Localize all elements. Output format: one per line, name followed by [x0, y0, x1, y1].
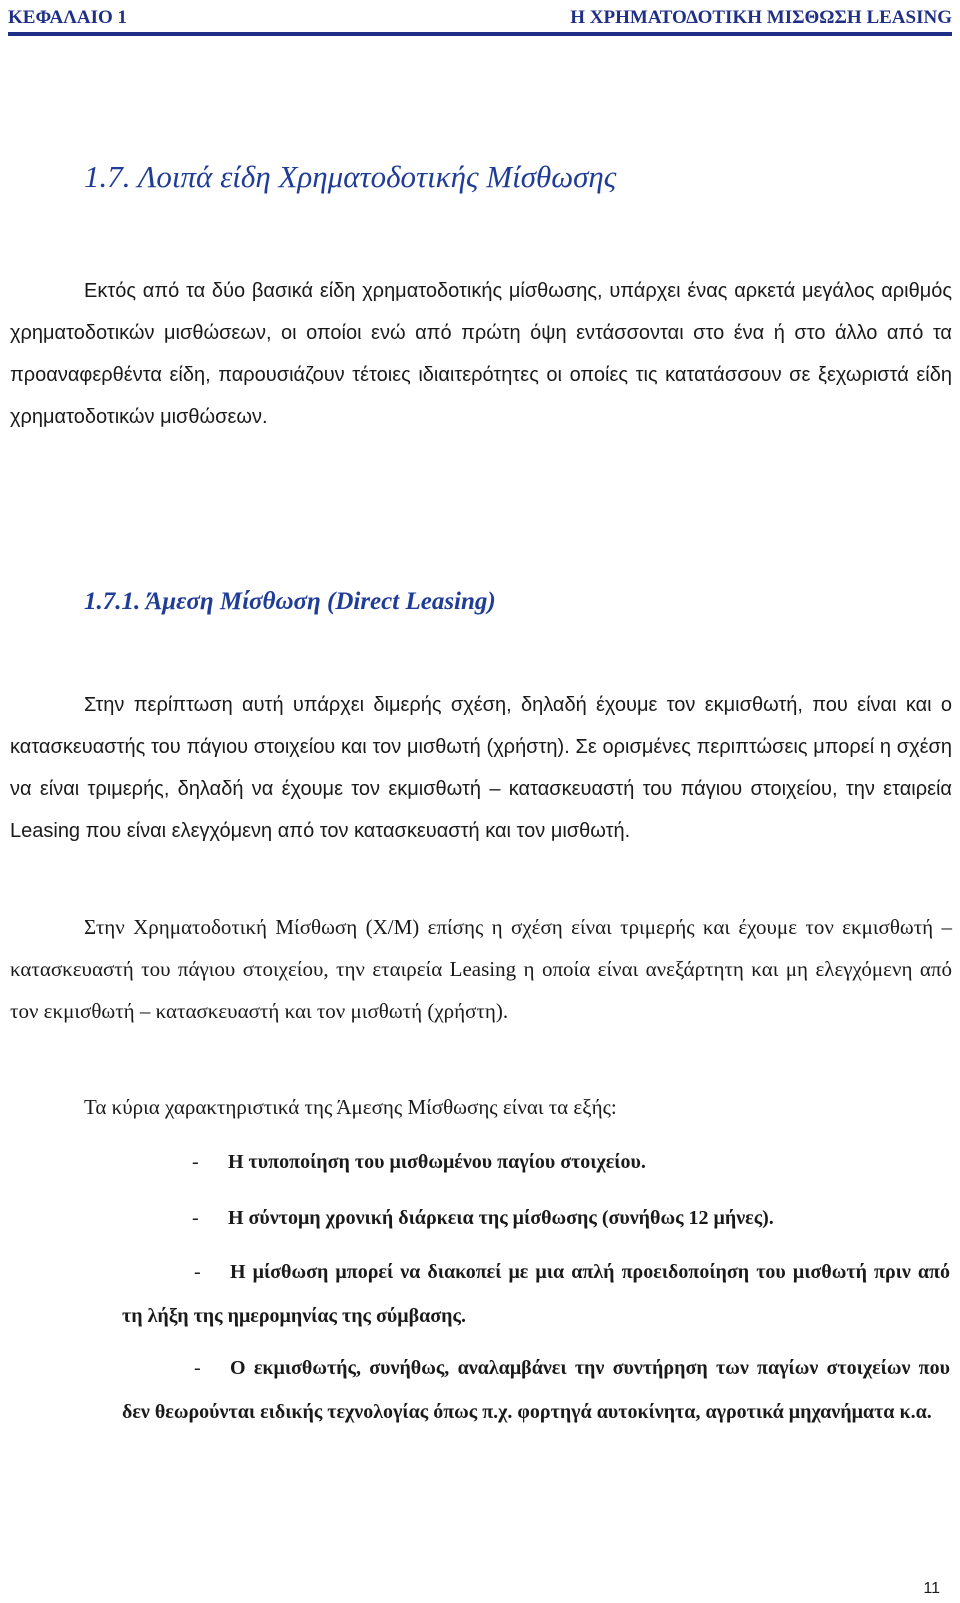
bullet-dash: - — [192, 1151, 199, 1173]
list-item — [122, 1346, 950, 1434]
bullet-dash: - — [192, 1207, 199, 1229]
intro-paragraph: Εκτός από τα δύο βασικά είδη χρηματοδοτικής μίσθωσης, υπάρχει ένας αρκετά μεγάλος αριθμός χρηματοδοτικών μισθώσεων, οι οποίοι ενώ από πρώτη όψη εντάσσονται στο ένα ή στο άλλο από τα προαναφερθέντα είδη, παρουσιάζουν τέτοιες ιδιαιτερότητες οι οποίες τις κατατάσσουν σε ξεχωριστά είδη χρηματοδοτικών μισθώσεων. — [10, 280, 952, 428]
paragraph-financial-leasing: Στην Χρηματοδοτική Μίσθωση (Χ/Μ) επίσης η σχέση είναι τριμερής και έχουμε τον εκμισθωτή – κατασκευαστή του πάγιου στοιχείου, την εταιρεία Leasing η οποία είναι ανεξάρτητη και μη ελεγχόμενη από τον εκμισθωτή – κατασκευαστή και τον μισθωτή (χρήστη). — [10, 915, 952, 1023]
list-item-text: Η σύντομη χρονική διάρκεια της μίσθωσης (συνήθως 12 μήνες). — [228, 1207, 774, 1229]
list-item — [192, 1140, 950, 1184]
list-item-text: Ο εκμισθωτής, συνήθως, αναλαμβάνει την συντήρηση των παγίων στοιχείων που δεν θεωρούνται ειδικής τεχνολογίας όπως π.χ. φορτηγά αυτοκίνητα, αγροτικά μηχανήματα κ.α. — [122, 1357, 950, 1423]
page-number: 11 — [923, 1580, 940, 1597]
section-heading: 1.7. Λοιπά είδη Χρηματοδοτικής Μίσθωσης — [84, 159, 617, 194]
list-item — [192, 1196, 950, 1240]
header-divider — [8, 32, 952, 36]
paragraph-characteristics-intro: Τα κύρια χαρακτηριστικά της Άμεσης Μίσθωσης είναι τα εξής: — [84, 1095, 617, 1119]
bullet-dash: - — [194, 1357, 201, 1379]
list-item — [122, 1250, 950, 1338]
running-header — [8, 4, 952, 32]
header-title: Η ΧΡΗΜΑΤΟΔΟΤΙΚΗ ΜΙΣΘΩΣΗ LEASING — [570, 7, 952, 28]
bullet-dash: - — [194, 1261, 201, 1283]
subsection-heading: 1.7.1. Άμεση Μίσθωση (Direct Leasing) — [84, 588, 496, 615]
paragraph-direct-leasing: Στην περίπτωση αυτή υπάρχει διμερής σχέση, δηλαδή έχουμε τον εκμισθωτή, που είναι και ο κατασκευαστής του πάγιου στοιχείου και τον μισθωτή (χρήστη). Σε ορισμένες περιπτώσεις μπορεί η σχέση να είναι τριμερής, δηλαδή να έχουμε τον εκμισθωτή – κατασκευαστή του πάγιου στοιχείου, την εταιρεία Leasing που είναι ελεγχόμενη από τον κατασκευαστή και τον μισθωτή. — [10, 694, 952, 842]
chapter-label: ΚΕΦΑΛΑΙΟ 1 — [8, 7, 128, 28]
list-item-text: Η τυποποίηση του μισθωμένου παγίου στοιχείου. — [228, 1151, 646, 1173]
list-item-text: Η μίσθωση μπορεί να διακοπεί με μια απλή προειδοποίηση του μισθωτή πριν από τη λήξη της ημερομηνίας της σύμβασης. — [122, 1261, 950, 1327]
